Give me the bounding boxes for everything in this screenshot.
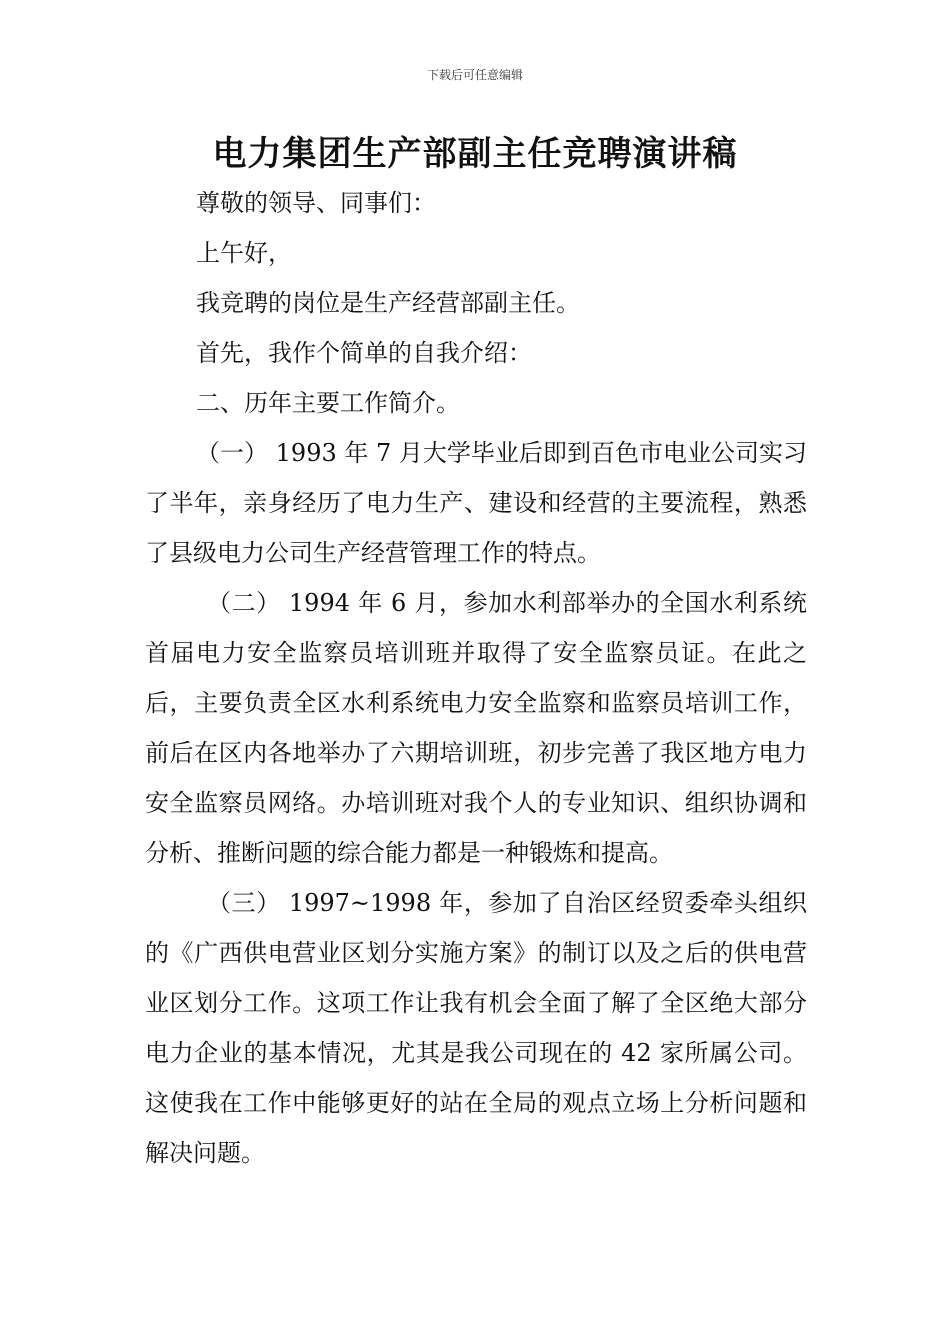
opening: 上午好， xyxy=(196,239,292,267)
paragraph-3: （三） 1997~1998 年，参加了自治区经贸委牵头组织的《广西供电营业区划分实施方案》的制订以及之后的供电营业区划分工作。这项工作让我有机会全面了解了全区绝大部分电力企业的基本情况，尤其是我公司现在的 42 家所属公司。这使我在工作中能够更好的站在全局的观点立场上分析问题和解决问题。 xyxy=(145,889,807,1167)
section-heading: 二、历年主要工作简介。 xyxy=(196,389,460,417)
page-header: 下载后可任意编辑 xyxy=(426,68,523,82)
paragraph-2: （二） 1994 年 6 月，参加水利部举办的全国水利系统首届电力安全监察员培训班并取得了安全监察员证。在此之后，主要负责全区水利系统电力安全监察和监察员培训工作，前后在区内各地举办了六期培训班，初步完善了我区地方电力安全监察员网络。办培训班对我个人的专业知识、组织协调和分析、推断问题的综合能力都是一种锻炼和提高。 xyxy=(145,589,807,867)
intro-line: 首先，我作个简单的自我介绍： xyxy=(196,339,532,367)
paragraph-1: （一） 1993 年 7 月大学毕业后即到百色市电业公司实习了半年，亲身经历了电力生产、建设和经营的主要流程，熟悉了县级电力公司生产经营管理工作的特点。 xyxy=(145,439,807,567)
position-line: 我竞聘的岗位是生产经营部副主任。 xyxy=(196,289,580,317)
document-body xyxy=(145,178,807,1178)
document-title: 电力集团生产部副主任竞聘演讲稿 xyxy=(212,134,738,174)
greeting: 尊敬的领导、同事们： xyxy=(196,189,436,217)
